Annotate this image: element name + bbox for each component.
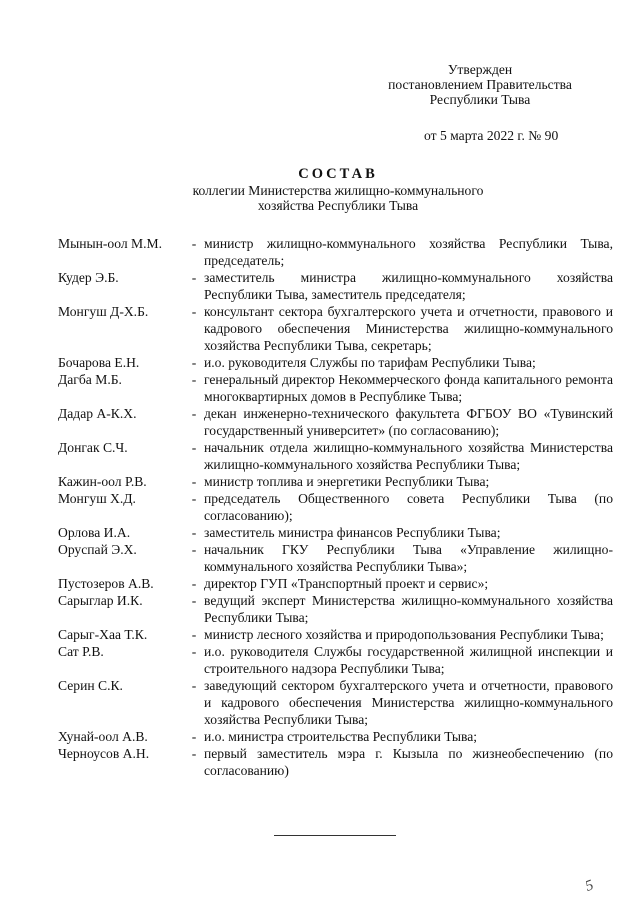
member-role: начальник ГКУ Республики Тыва «Управление жилищно-коммунального хозяйства Республики Тыва»; [204, 542, 613, 574]
page-mark: 5 [583, 877, 596, 895]
member-dash: - [191, 304, 197, 319]
member-role: декан инженерно-технического факультета ФГБОУ ВО «Тувинский государственный университет» (по согласованию); [204, 406, 613, 438]
member-name: Кудер Э.Б. [58, 270, 119, 285]
member-dash: - [191, 491, 197, 506]
member-row [58, 677, 613, 728]
member-row [58, 269, 613, 303]
member-name: Орлова И.А. [58, 525, 131, 540]
member-role: министр топлива и энергетики Республики Тыва; [204, 474, 490, 489]
subtitle-line-2: хозяйства Республики Тыва [257, 198, 419, 214]
approval-line-2: постановлением Правительства [388, 77, 572, 92]
member-row [58, 473, 613, 490]
member-name: Серин С.К. [58, 678, 123, 693]
member-dash: - [191, 440, 197, 455]
member-row [58, 235, 613, 269]
member-dash: - [191, 644, 197, 659]
member-role: заведующий сектором бухгалтерского учета и отчетности, правового и кадрового обеспечения Министерства жилищно-коммунального хозяйства Республики Тыва; [204, 678, 613, 727]
member-dash: - [191, 355, 197, 370]
closing-rule [274, 835, 396, 836]
member-row [58, 592, 613, 626]
member-dash: - [191, 236, 197, 251]
member-role: директор ГУП «Транспортный проект и сервис»; [204, 576, 489, 591]
member-dash: - [191, 746, 197, 761]
member-name: Сарыглар И.К. [58, 593, 143, 608]
member-role: генеральный директор Некоммерческого фонда капитального ремонта многоквартирных домов в Республике Тыва; [204, 372, 613, 404]
member-name: Монгуш Д-Х.Б. [58, 304, 149, 319]
member-dash: - [191, 372, 197, 387]
member-name: Черноусов А.Н. [58, 746, 150, 761]
member-name: Дадар А-К.Х. [58, 406, 137, 421]
member-row [58, 728, 613, 745]
member-dash: - [191, 406, 197, 421]
document-title: СОСТАВ [298, 166, 378, 182]
member-row [58, 626, 613, 643]
member-role: ведущий эксперт Министерства жилищно-коммунального хозяйства Республики Тыва; [204, 593, 613, 625]
member-dash: - [191, 525, 197, 540]
member-dash: - [191, 678, 197, 693]
member-name: Кажин-оол Р.В. [58, 474, 147, 489]
member-row [58, 439, 613, 473]
member-row [58, 745, 613, 779]
member-row [58, 405, 613, 439]
member-row [58, 303, 613, 354]
member-name: Бочарова Е.Н. [58, 355, 140, 370]
member-dash: - [191, 627, 197, 642]
member-list [58, 235, 613, 779]
member-name: Дагба М.Б. [58, 372, 122, 387]
member-row [58, 524, 613, 541]
member-row [58, 371, 613, 405]
member-role: первый заместитель мэра г. Кызыла по жизнеобеспечению (по согласованию) [204, 746, 613, 778]
subtitle-line-1: коллегии Министерства жилищно-коммунального [192, 183, 484, 198]
member-name: Сарыг-Хаа Т.К. [58, 627, 148, 642]
member-role: консультант сектора бухгалтерского учета и отчетности, правового и кадрового обеспечения Министерства жилищно-коммунального хозяйства Республики Тыва, секретарь; [204, 304, 613, 353]
member-dash: - [191, 270, 197, 285]
document-subtitle [40, 183, 636, 213]
member-dash: - [191, 474, 197, 489]
approval-date: от 5 марта 2022 г. № 90 [424, 128, 559, 143]
member-name: Мынын-оол М.М. [58, 236, 162, 251]
member-role: министр жилищно-коммунального хозяйства Республики Тыва, председатель; [204, 236, 613, 268]
member-row [58, 643, 613, 677]
member-role: и.о. руководителя Службы по тарифам Республики Тыва; [204, 355, 536, 370]
member-row [58, 575, 613, 592]
member-row [58, 490, 613, 524]
member-name: Монгуш Х.Д. [58, 491, 136, 506]
member-dash: - [191, 542, 197, 557]
member-dash: - [191, 729, 197, 744]
member-dash: - [191, 593, 197, 608]
member-name: Пустозеров А.В. [58, 576, 154, 591]
member-role: заместитель министра жилищно-коммунального хозяйства Республики Тыва, заместитель председателя; [204, 270, 613, 302]
member-dash: - [191, 576, 197, 591]
approval-line-1: Утвержден [447, 62, 513, 77]
member-role: заместитель министра финансов Республики Тыва; [204, 525, 501, 540]
member-role: и.о. руководителя Службы государственной жилищной инспекции и строительного надзора Республики Тыва; [204, 644, 613, 676]
member-name: Хунай-оол А.В. [58, 729, 148, 744]
approval-block [380, 62, 580, 107]
member-name: Донгак С.Ч. [58, 440, 128, 455]
member-row [58, 541, 613, 575]
member-role: и.о. министра строительства Республики Тыва; [204, 729, 478, 744]
member-role: председатель Общественного совета Республики Тыва (по согласованию); [204, 491, 613, 523]
member-role: министр лесного хозяйства и природопользования Республики Тыва; [204, 627, 604, 642]
member-row [58, 354, 613, 371]
member-name: Оруспай Э.Х. [58, 542, 137, 557]
member-role: начальник отдела жилищно-коммунального хозяйства Министерства жилищно-коммунального хозяйства Республики Тыва; [204, 440, 613, 472]
member-name: Сат Р.В. [58, 644, 104, 659]
approval-line-3: Республики Тыва [429, 92, 531, 107]
